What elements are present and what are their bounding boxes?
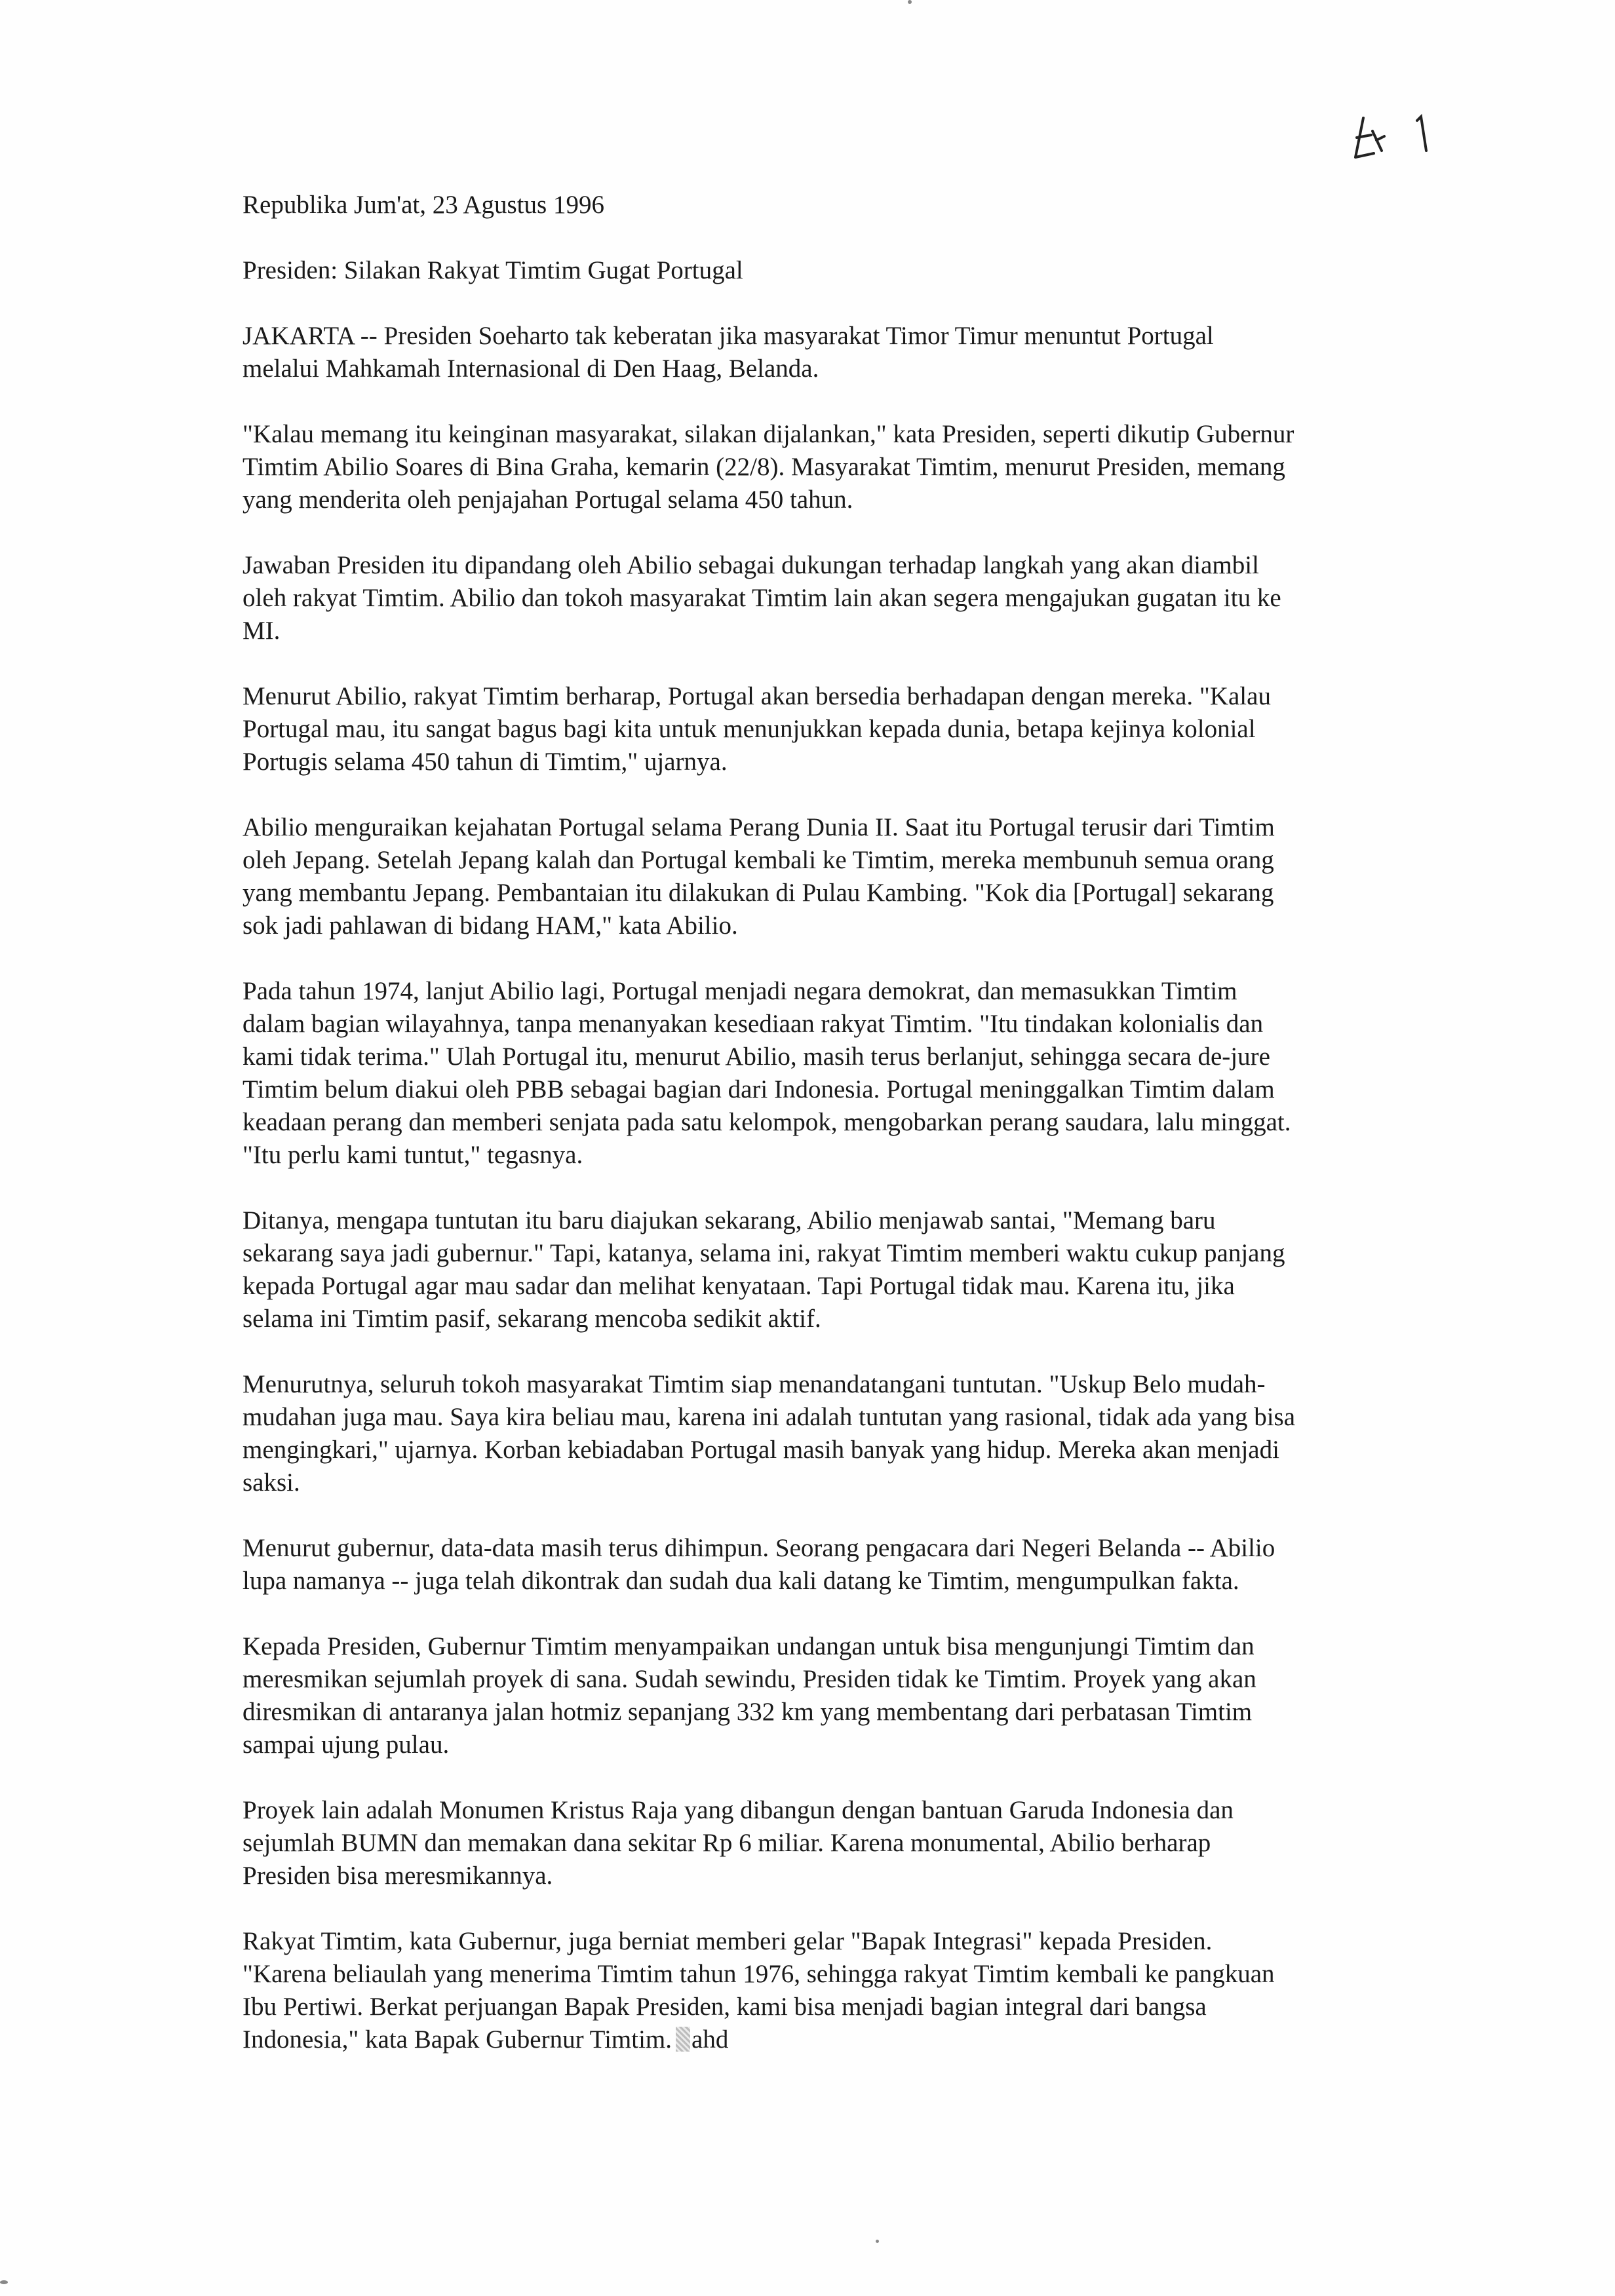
paragraph-line: Jawaban Presiden itu dipandang oleh Abilio sebagai dukungan terhadap langkah yang akan diambil (243, 551, 1259, 579)
paragraph-line: sampai ujung pulau. (243, 1731, 450, 1759)
article-paragraph (243, 811, 1455, 942)
article-paragraph (243, 418, 1455, 516)
source-line: Republika Jum'at, 23 Agustus 1996 (243, 191, 604, 219)
article-paragraph (243, 1794, 1455, 1892)
paragraph-line: Proyek lain adalah Monumen Kristus Raja yang dibangun dengan bantuan Garuda Indonesia dan (243, 1796, 1234, 1824)
paragraph-line: dalam bagian wilayahnya, tanpa menanyakan kesediaan rakyat Timtim. "Itu tindakan kolonialis dan (243, 1010, 1264, 1038)
paragraph-line: Ditanya, mengapa tuntutan itu baru diajukan sekarang, Abilio menjawab santai, "Memang baru (243, 1206, 1216, 1234)
paragraph-line (243, 2023, 1455, 2056)
paragraph-line: Kepada Presiden, Gubernur Timtim menyampaikan undangan untuk bisa mengunjungi Timtim dan (243, 1632, 1255, 1660)
paragraph-line: JAKARTA -- Presiden Soeharto tak keberatan jika masyarakat Timor Timur menuntut Portugal (243, 322, 1214, 350)
paragraph-line: Menurut gubernur, data-data masih terus dihimpun. Seorang pengacara dari Negeri Belanda -- Abilio (243, 1534, 1275, 1562)
article (243, 189, 1455, 2056)
paragraph-line: saksi. (243, 1468, 300, 1497)
paragraph-line: melalui Mahkamah Internasional di Den Haag, Belanda. (243, 354, 819, 383)
article-paragraph (243, 1630, 1455, 1761)
paragraph-line: Portugis selama 450 tahun di Timtim," ujarnya. (243, 748, 728, 776)
handwritten-mark-icon (1344, 111, 1449, 170)
paragraph-line: Ibu Pertiwi. Berkat perjuangan Bapak Presiden, kami bisa menjadi bagian integral dari bangsa (243, 1993, 1207, 2021)
paragraph-line: kepada Portugal agar mau sadar dan melihat kenyataan. Tapi Portugal tidak mau. Karena itu, jika (243, 1272, 1235, 1300)
paragraph-line: mengingkari," ujarnya. Korban kebiadaban Portugal masih banyak yang hidup. Mereka akan menjadi (243, 1436, 1279, 1464)
paragraph-line: oleh rakyat Timtim. Abilio dan tokoh masyarakat Timtim lain akan segera mengajukan gugatan itu ke (243, 584, 1281, 612)
paragraph-line: diresmikan di antaranya jalan hotmiz sepanjang 332 km yang membentang dari perbatasan Timtim (243, 1698, 1253, 1726)
paragraph-line: Abilio menguraikan kejahatan Portugal selama Perang Dunia II. Saat itu Portugal terusir dari Timtim (243, 813, 1275, 841)
paragraph-line-text: Indonesia," kata Bapak Gubernur Timtim. (243, 2025, 672, 2054)
paragraph-line: sekarang saya jadi gubernur." Tapi, katanya, selama ini, rakyat Timtim memberi waktu cukup panjang (243, 1239, 1285, 1267)
article-paragraph (243, 1204, 1455, 1335)
paragraph-line: mudahan juga mau. Saya kira beliau mau, karena ini adalah tuntutan yang rasional, tidak ada yang bisa (243, 1403, 1296, 1431)
article-paragraph (243, 680, 1455, 778)
paragraph-line: Menurutnya, seluruh tokoh masyarakat Timtim siap menandatangani tuntutan. "Uskup Belo mudah- (243, 1370, 1266, 1398)
ink-smudge-icon (676, 2027, 690, 2052)
paragraph-line: Menurut Abilio, rakyat Timtim berharap, Portugal akan bersedia berhadapan dengan mereka. "Kalau (243, 682, 1271, 710)
paragraph-line: kami tidak terima." Ulah Portugal itu, menurut Abilio, masih terus berlanjut, sehingga secara de-jure (243, 1043, 1270, 1071)
paragraph-line: sok jadi pahlawan di bidang HAM," kata Abilio. (243, 911, 738, 940)
article-title: Presiden: Silakan Rakyat Timtim Gugat Portugal (243, 256, 743, 284)
article-paragraph (243, 1925, 1455, 2056)
paragraph-line: yang menderita oleh penjajahan Portugal selama 450 tahun. (243, 486, 853, 514)
article-paragraph (243, 549, 1455, 647)
paragraph-line: sejumlah BUMN dan memakan dana sekitar Rp 6 miliar. Karena monumental, Abilio berharap (243, 1829, 1211, 1857)
author-initials: ahd (691, 2025, 729, 2054)
paragraph-line: "Kalau memang itu keinginan masyarakat, silakan dijalankan," kata Presiden, seperti dikutip Gubernur (243, 420, 1294, 448)
paragraph-line: yang membantu Jepang. Pembantaian itu dilakukan di Pulau Kambing. "Kok dia [Portugal] sekarang (243, 879, 1274, 907)
article-paragraph (243, 1368, 1455, 1499)
paragraph-line: keadaan perang dan memberi senjata pada satu kelompok, mengobarkan perang saudara, lalu minggat. (243, 1108, 1291, 1136)
paragraph-line: lupa namanya -- juga telah dikontrak dan sudah dua kali datang ke Timtim, mengumpulkan fakta. (243, 1567, 1239, 1595)
handwritten-page-mark (1344, 111, 1449, 170)
scan-speck (0, 2280, 8, 2284)
article-paragraph (243, 975, 1455, 1172)
paragraph-line: Pada tahun 1974, lanjut Abilio lagi, Portugal menjadi negara demokrat, dan memasukkan Timtim (243, 977, 1237, 1005)
paragraph-line: MI. (243, 617, 281, 645)
paragraph-line: oleh Jepang. Setelah Jepang kalah dan Portugal kembali ke Timtim, mereka membunuh semua orang (243, 846, 1274, 874)
scan-speck (876, 2240, 879, 2243)
article-paragraph (243, 320, 1455, 385)
paragraph-line: Timtim Abilio Soares di Bina Graha, kemarin (22/8). Masyarakat Timtim, menurut Presiden, memang (243, 453, 1285, 481)
paragraph-line: meresmikan sejumlah proyek di sana. Sudah sewindu, Presiden tidak ke Timtim. Proyek yang akan (243, 1665, 1256, 1693)
article-paragraph (243, 1532, 1455, 1598)
paragraph-line: Rakyat Timtim, kata Gubernur, juga berniat memberi gelar "Bapak Integrasi" kepada Presiden. (243, 1927, 1213, 1955)
paragraph-line: Timtim belum diakui oleh PBB sebagai bagian dari Indonesia. Portugal meninggalkan Timtim dalam (243, 1075, 1275, 1103)
paragraph-line: Portugal mau, itu sangat bagus bagi kita untuk menunjukkan kepada dunia, betapa kejinya kolonial (243, 715, 1256, 743)
paragraph-line: Presiden bisa meresmikannya. (243, 1862, 553, 1890)
paragraph-line: selama ini Timtim pasif, sekarang mencoba sedikit aktif. (243, 1305, 821, 1333)
article-body (243, 320, 1455, 2056)
paragraph-line: "Karena beliaulah yang menerima Timtim tahun 1976, sehingga rakyat Timtim kembali ke pangkuan (243, 1960, 1275, 1988)
scan-speck (908, 0, 912, 4)
paragraph-line: "Itu perlu kami tuntut," tegasnya. (243, 1141, 583, 1169)
